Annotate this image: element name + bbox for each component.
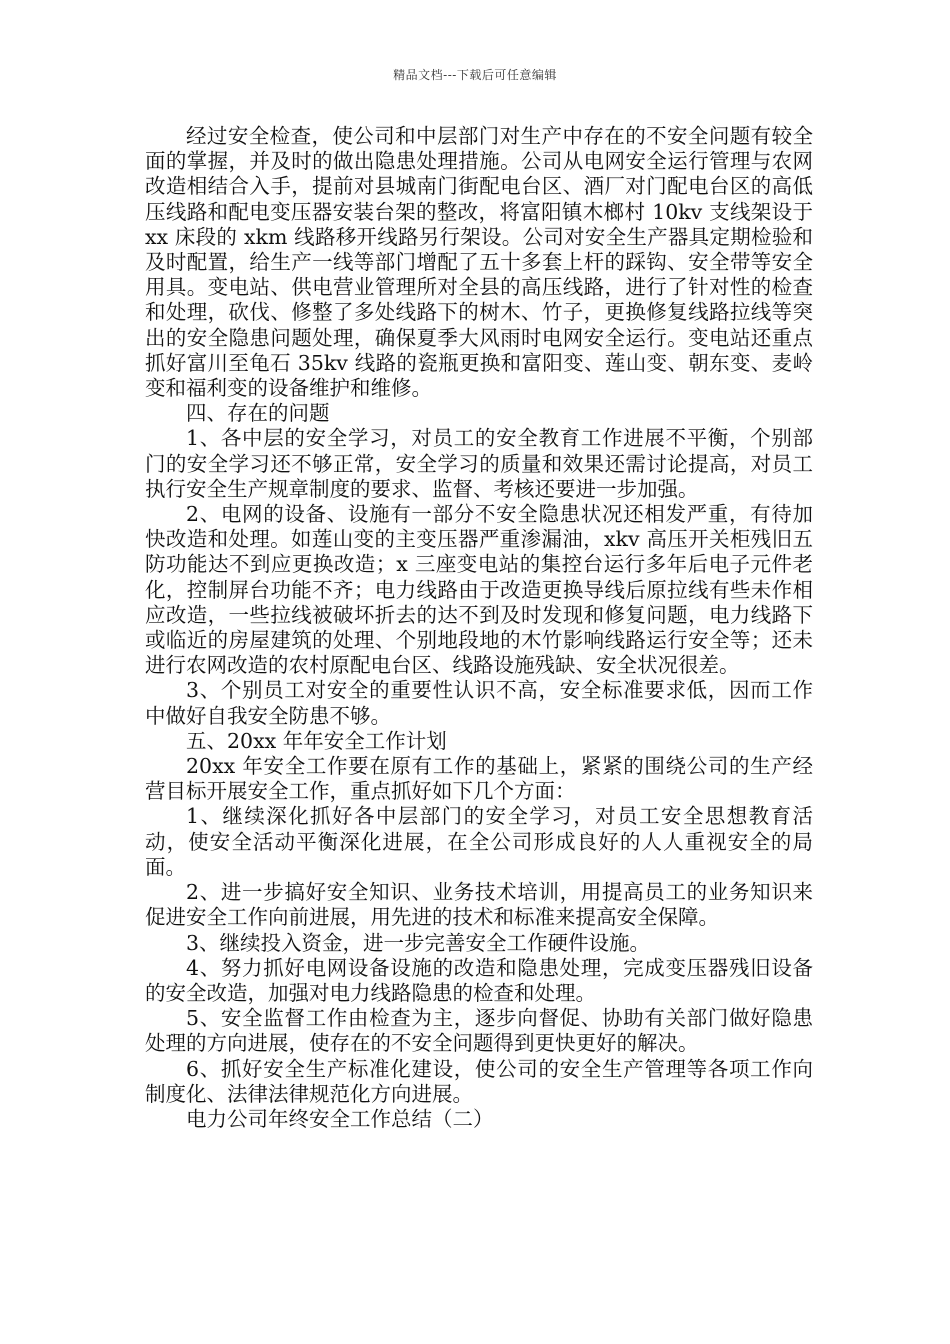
paragraph-safety-inspection: 经过安全检查，使公司和中层部门对生产中存在的不安全问题有较全面的掌握，并及时的做出隐患处理措施。公司从电网安全运行管理与农网改造相结合入手，提前对县城南门街配电台区、酒厂对门配电台区的高低压线路和配电变压器安装台架的整改，将富阳镇木榔村 10kv 支线架设于 xx 床段的 xkm 线路移开线路另行架设。公司对安全生产器具定期检验和及时配置，给生产一线等部门增配了五十多套上杆的踩钩、安全带等安全用具。变电站、供电营业管理所对全县的高压线路，进行了针对性的检查和处理，砍伐、修整了多处线路下的树木、竹子，更换修复线路拉线等突出的安全隐患问题处理，确保夏季大风雨时电网安全运行。变电站还重点抓好富川至龟石 35kv 线路的瓷瓶更换和富阳变、莲山变、朝东变、麦岭变和福利变的设备维护和维修。 [145,124,813,401]
page-header: 精品文档---下载后可任意编辑 [393,68,557,82]
paragraph-plan-1: 1、继续深化抓好各中层部门的安全学习，对员工安全思想教育活动，使安全活动平衡深化进展，在全公司形成良好的人人重视安全的局面。 [145,804,813,879]
paragraph-plan-6: 6、抓好安全生产标准化建设，使公司的安全生产管理等各项工作向制度化、法律法律规范化方向进展。 [145,1056,813,1106]
paragraph-issue-1: 1、各中层的安全学习，对员工的安全教育工作进展不平衡，个别部门的安全学习还不够正常，安全学习的质量和效果还需讨论提高，对员工执行安全生产规章制度的要求、监督、考核还要进一步加强。 [145,426,813,501]
paragraph-plan-4: 4、努力抓好电网设备设施的改造和隐患处理，完成变压器残旧设备的安全改造，加强对电力线路隐患的检查和处理。 [145,955,813,1005]
paragraph-issue-3: 3、个别员工对安全的重要性认识不高，安全标准要求低，因而工作中做好自我安全防患不够。 [145,678,813,728]
paragraph-plan-5: 5、安全监督工作由检查为主，逐步向督促、协助有关部门做好隐患处理的方向进展，使存在的不安全问题得到更快更好的解决。 [145,1006,813,1056]
paragraph-issue-2: 2、电网的设备、设施有一部分不安全隐患状况还相发严重，有待加快改造和处理。如莲山变的主变压器严重渗漏油，xkv 高压开关柜残旧五防功能达不到应更换改造；x 三座变电站的集控台运行多年后电子元件老化，控制屏台功能不齐；电力线路由于改造更换导线后原拉线有些未作相应改造，一些拉线被破坏折去的达不到及时发现和修复问题，电力线路下或临近的房屋建筑的处理、个别地段地的木竹影响线路运行安全等；还未进行农网改造的农村原配电台区、线路设施残缺、安全状况很差。 [145,502,813,678]
paragraph-plan-intro: 20xx 年安全工作要在原有工作的基础上，紧紧的围绕公司的生产经营目标开展安全工作，重点抓好如下几个方面： [145,754,813,804]
document-body [145,124,813,1132]
paragraph-plan-3: 3、继续投入资金，进一步完善安全工作硬件设施。 [186,930,651,955]
section-heading-issues: 四、存在的问题 [186,401,330,426]
section-heading-plan: 五、20xx 年年安全工作计划 [186,728,447,753]
next-document-title: 电力公司年终安全工作总结（二） [186,1106,494,1131]
paragraph-plan-2: 2、进一步搞好安全知识、业务技术培训，用提高员工的业务知识来促进安全工作向前进展，用先进的技术和标准来提高安全保障。 [145,880,813,930]
